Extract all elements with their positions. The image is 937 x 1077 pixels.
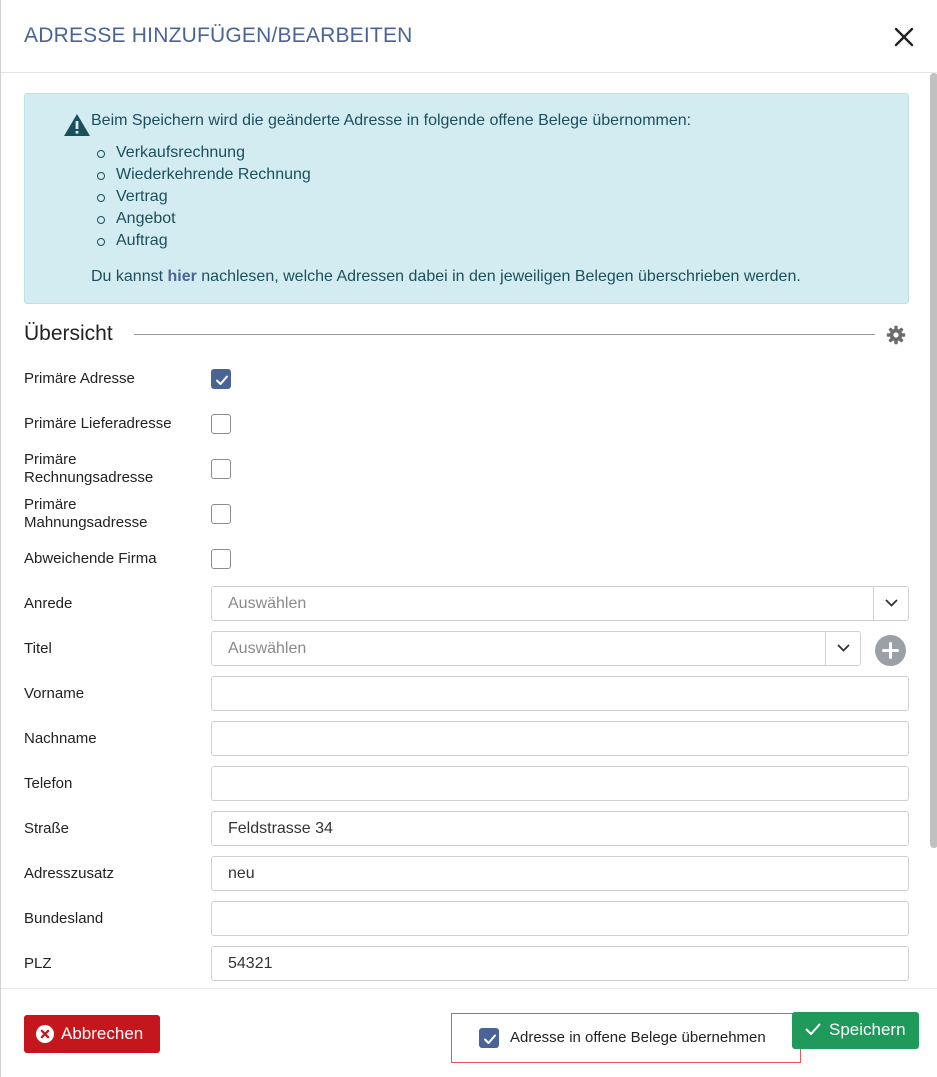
close-circle-icon: [36, 1025, 54, 1043]
alert-footer-after: nachlesen, welche Adressen dabei in den jeweiligen Belegen überschrieben werden.: [196, 268, 801, 285]
label-different-company: Abweichende Firma: [24, 550, 157, 567]
primary-delivery-checkbox[interactable]: [211, 414, 231, 434]
label-first-name: Vorname: [24, 685, 85, 702]
label-primary-billing-line1: Primäre: [24, 451, 77, 468]
phone-input[interactable]: [211, 766, 909, 801]
cancel-button[interactable]: [24, 1015, 160, 1053]
apply-to-documents-label: Adresse in offene Belege übernehmen: [510, 1029, 766, 1046]
list-item: Angebot: [91, 208, 311, 230]
label-address-suffix: Adresszusatz: [24, 865, 115, 882]
primary-address-checkbox[interactable]: [211, 369, 231, 389]
label-phone: Telefon: [24, 775, 73, 792]
save-label: Speichern: [829, 1020, 906, 1039]
checkmark-icon: [482, 1031, 498, 1047]
label-primary-address: Primäre Adresse: [24, 370, 135, 387]
label-primary-delivery: Primäre Lieferadresse: [24, 415, 172, 432]
info-alert: [24, 93, 909, 304]
address-suffix-input[interactable]: neu: [211, 856, 909, 891]
alert-footer: [91, 268, 801, 286]
label-primary-billing-line2: Rechnungsadresse: [24, 469, 154, 486]
checkmark-icon: [214, 372, 230, 388]
list-item: Auftrag: [91, 230, 311, 252]
add-title-button[interactable]: [875, 635, 906, 666]
label-zip: PLZ: [24, 955, 52, 972]
label-primary-dunning-line1: Primäre: [24, 496, 77, 513]
primary-billing-checkbox[interactable]: [211, 459, 231, 479]
title-select[interactable]: [211, 631, 861, 666]
salutation-select[interactable]: [211, 586, 909, 621]
apply-to-documents-checkbox[interactable]: [479, 1028, 499, 1048]
warning-icon: [63, 113, 91, 137]
alert-footer-before: Du kannst: [91, 268, 168, 285]
section-title: Übersicht: [24, 322, 113, 345]
label-primary-dunning-line2: Mahnungsadresse: [24, 514, 148, 531]
close-button[interactable]: [891, 24, 917, 50]
list-item: Wiederkehrende Rechnung: [91, 164, 311, 186]
alert-message: Beim Speichern wird die geänderte Adresse in folgende offene Belege übernommen:: [91, 112, 692, 129]
label-salutation: Anrede: [24, 595, 73, 612]
document-list: [91, 142, 311, 252]
primary-dunning-checkbox[interactable]: [211, 504, 231, 524]
different-company-checkbox[interactable]: [211, 549, 231, 569]
section-divider: [134, 334, 875, 335]
state-input[interactable]: [211, 901, 909, 936]
label-last-name: Nachname: [24, 730, 97, 747]
list-item: Vertrag: [91, 186, 311, 208]
plus-icon: [875, 635, 906, 666]
chevron-down-icon: [885, 599, 898, 608]
zip-input[interactable]: 54321: [211, 946, 909, 981]
save-button[interactable]: [792, 1012, 919, 1049]
chevron-down-icon: [837, 644, 850, 653]
gear-icon[interactable]: [886, 325, 906, 345]
title-placeholder: Auswählen: [228, 640, 307, 657]
label-state: Bundesland: [24, 910, 104, 927]
title-caret[interactable]: [825, 632, 860, 665]
close-icon: [891, 24, 917, 50]
salutation-placeholder: Auswählen: [228, 595, 307, 612]
help-link[interactable]: hier: [167, 268, 197, 285]
modal-header: [1, 0, 937, 73]
street-input[interactable]: Feldstrasse 34: [211, 811, 909, 846]
first-name-input[interactable]: [211, 676, 909, 711]
last-name-input[interactable]: [211, 721, 909, 756]
salutation-caret[interactable]: [873, 587, 908, 620]
label-street: Straße: [24, 820, 70, 837]
modal-title: ADRESSE HINZUFÜGEN/BEARBEITEN: [24, 24, 413, 47]
cancel-label: Abbrechen: [61, 1024, 144, 1043]
label-title: Titel: [24, 640, 52, 657]
scrollbar[interactable]: [930, 73, 937, 848]
list-item: Verkaufsrechnung: [91, 142, 311, 164]
check-icon: [805, 1023, 821, 1036]
